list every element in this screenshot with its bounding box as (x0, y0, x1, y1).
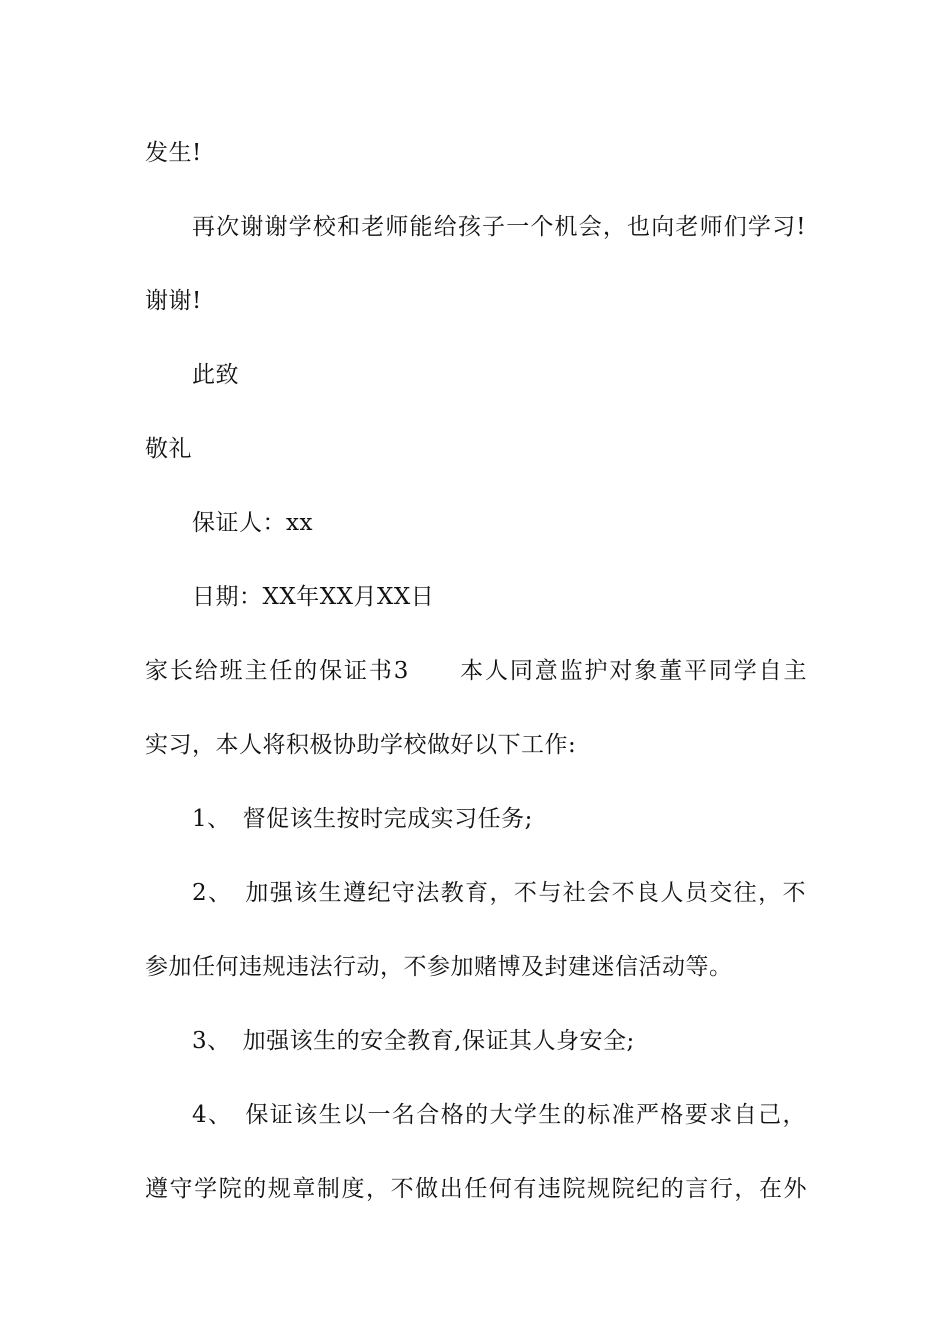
list-item-2-continued: 参加任何违规违法行动，不参加赌博及封建迷信活动等。 (145, 954, 733, 980)
text-line-9: 实习，本人将积极协助学校做好以下工作: (145, 732, 577, 758)
list-item-4-continued: 遵守学院的规章制度，不做出任何有违院规院纪的言行，在外 (145, 1176, 807, 1202)
closing-salutation: 此致 (192, 362, 239, 388)
date-line: 日期：XX年XX月XX日 (192, 584, 435, 610)
list-item-1: 1、 督促该生按时完成实习任务; (192, 806, 533, 832)
list-item-2: 2、 加强该生遵纪守法教育，不与社会不良人员交往，不 (192, 880, 806, 906)
list-item-3: 3、 加强该生的安全教育,保证其人身安全; (192, 1028, 635, 1054)
closing-regards: 敬礼 (145, 436, 192, 462)
section-heading-line: 家长给班主任的保证书3 本人同意监护对象董平同学自主 (145, 658, 807, 684)
list-item-4: 4、 保证该生以一名合格的大学生的标准严格要求自己， (192, 1102, 806, 1128)
text-line-3: 谢谢! (145, 288, 202, 314)
text-line-1: 发生! (145, 140, 202, 166)
guarantor-line: 保证人：xx (192, 510, 313, 536)
text-line-2: 再次谢谢学校和老师能给孩子一个机会，也向老师们学习! (192, 214, 806, 240)
